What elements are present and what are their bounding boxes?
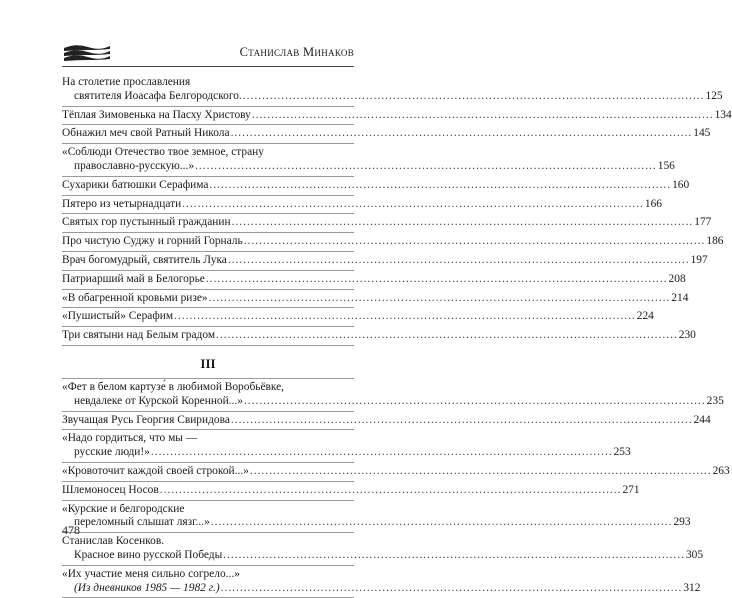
toc-entry-last-line (62, 464, 730, 479)
toc-entry-title-line: Звучащая Русь Георгия Свиридова (62, 413, 230, 426)
toc-entry-last-line (62, 483, 640, 498)
toc-entry (62, 177, 690, 196)
toc-entry-title-line: Патриарший май в Белогорье (62, 272, 205, 285)
toc-entry-title-line: невдалеке от Курской Коренной...» (74, 394, 243, 407)
toc-entry-last-line (62, 413, 711, 428)
toc-entry (62, 214, 712, 233)
dot-leader: ........................................................................................................................ (208, 291, 671, 304)
toc-entry-page-number: 271 (622, 483, 640, 496)
page-number: 478 (62, 523, 80, 537)
toc-entry-title-line: святителя Иоасафа Белгородского. (74, 89, 242, 102)
toc-entry-title-line: «Пушистый» Серафим (62, 310, 174, 323)
toc-entry (62, 533, 704, 566)
toc-entry-last-line (62, 235, 724, 249)
toc-entry-last-line (62, 329, 696, 343)
dot-leader: ........................................................................................................................ (223, 548, 685, 561)
dot-leader: ........................................................................................................................ (249, 464, 712, 477)
toc-entry-title-line: Пятеро из четырнадцати (62, 197, 182, 210)
toc-entry (62, 125, 711, 144)
dot-leader: ........................................................................................................................ (231, 216, 694, 229)
toc-part-2 (62, 379, 730, 598)
toc-entry-page-number: 156 (657, 159, 675, 172)
toc-entry-title-line: Тёплая Зимовенька на Пасху Христову (62, 108, 251, 121)
toc-entry-title-line: «Соблюди Отечество твое земное, страну (62, 146, 264, 159)
toc-entry-last-line (62, 446, 631, 460)
toc-entry (62, 74, 723, 107)
toc-entry-page-number: 197 (690, 253, 708, 266)
dot-leader: ........................................................................................................................ (209, 178, 672, 191)
dot-leader: ........................................................................................................................ (220, 581, 683, 594)
toc-entry-page-number: 312 (683, 581, 701, 594)
toc-entry-title-line: русские люди!» (74, 446, 150, 459)
dot-leader: ........................................................................................................................ (243, 235, 706, 248)
dot-leader: ........................................................................................................................ (243, 394, 706, 407)
toc-entry-last-line (62, 197, 662, 212)
toc-entry-page-number: 208 (668, 272, 686, 285)
dot-leader: ........................................................................................................................ (242, 89, 705, 102)
toc-entry (62, 107, 732, 126)
toc-part-1 (62, 74, 732, 346)
toc-entry (62, 290, 689, 309)
dot-leader: ........................................................................................................................ (210, 516, 673, 529)
toc-entry-last-line (62, 89, 723, 104)
toc-entry-title-line: Врач богомудрый, святитель Лука (62, 253, 227, 266)
dot-leader: ........................................................................................................................ (195, 159, 657, 172)
page-header (62, 40, 354, 67)
toc-entry (62, 271, 686, 290)
toc-entry (62, 233, 724, 252)
toc-entry-page-number: 263 (712, 464, 730, 477)
table-of-contents (62, 74, 732, 598)
toc-entry-title-line: Про чистую Суджу и горний Горналь (62, 235, 243, 248)
toc-entry (62, 252, 708, 271)
toc-entry-last-line (62, 216, 712, 230)
toc-entry-title-line: Обнажил меч свой Ратный Никола (62, 127, 230, 140)
toc-entry (62, 566, 701, 598)
toc-entry-page-number: 177 (694, 216, 712, 229)
toc-entry-title-line: «Кровоточит каждой своей строкой...» (62, 464, 249, 477)
toc-entry (62, 327, 696, 346)
toc-entry-page-number: 160 (672, 178, 690, 191)
toc-entry-page-number: 214 (671, 291, 689, 304)
dot-leader: ........................................................................................................................ (230, 127, 693, 140)
dot-leader: ........................................................................................................................ (159, 483, 622, 496)
toc-entry-page-number: 244 (693, 413, 711, 426)
toc-entry-page-number: 224 (636, 310, 654, 323)
toc-entry-title-line: «Надо гордиться, что мы — (62, 432, 198, 445)
toc-entry-page-number: 230 (678, 329, 696, 342)
toc-entry-last-line (62, 516, 691, 530)
toc-entry-last-line (62, 108, 732, 123)
toc-entry-page-number: 235 (706, 394, 724, 407)
toc-entry-page-number: 253 (613, 446, 631, 459)
toc-entry-title-line: «В обагренной кровьми ризе» (62, 291, 208, 304)
dot-leader: ........................................................................................................................ (251, 108, 714, 121)
toc-entry-title-line: Шлемоносец Носов (62, 483, 159, 496)
toc-entry-page-number: 293 (673, 516, 691, 529)
toc-entry (62, 144, 675, 177)
toc-entry-title-line: Святых гор пустынный гражданин (62, 216, 231, 229)
toc-entry (62, 501, 691, 534)
toc-entry-page-number: 125 (705, 89, 723, 102)
toc-entry-last-line (62, 127, 711, 141)
toc-entry-title-line: На столетие прославления (62, 76, 191, 88)
toc-entry-last-line (62, 394, 724, 409)
dot-leader: ........................................................................................................................ (182, 197, 644, 210)
toc-entry-last-line (62, 291, 689, 306)
toc-entry-title-line: православно-русскую...» (74, 159, 195, 172)
toc-entry-title-line: Красное вино русской Победы (74, 548, 223, 561)
toc-entry-page-number: 166 (644, 197, 662, 210)
toc-entry-last-line (62, 272, 686, 287)
toc-entry-title-line: Станислав Косенков. (62, 535, 165, 548)
toc-entry (62, 430, 631, 463)
toc-entry (62, 463, 730, 482)
dot-leader: ........................................................................................................................ (150, 446, 613, 459)
toc-entry-last-line (62, 159, 675, 174)
striped-ribbon-icon (62, 42, 112, 64)
toc-entry-title-line: «Фет в белом картузе́ в любимой Воробьёвке, (62, 380, 285, 393)
dot-leader: ........................................................................................................................ (216, 329, 678, 342)
toc-entry-page-number: 305 (685, 548, 704, 561)
running-head-author: Станислав Минаков (239, 45, 354, 59)
dot-leader: ........................................................................................................................ (205, 272, 668, 285)
toc-entry-title-line: Сухарики батюшки Серафима (62, 178, 209, 191)
toc-entry-last-line (62, 178, 690, 193)
toc-entry-last-line (62, 581, 701, 596)
toc-entry-title-line: «Курские и белгородские (62, 502, 185, 515)
toc-entry-title-line: переломный слышат лязг...» (74, 516, 210, 529)
toc-entry-page-number: 134 (714, 108, 732, 121)
dot-leader: ........................................................................................................................ (227, 253, 690, 266)
toc-entry-page-number: 145 (693, 127, 711, 140)
toc-entry (62, 412, 711, 431)
dot-leader: ........................................................................................................................ (174, 310, 636, 323)
toc-entry-last-line (62, 253, 708, 268)
toc-entry-page-number: 186 (706, 235, 724, 248)
toc-entry-title-line: Три святыни над Белым градом (62, 329, 216, 342)
toc-entry (62, 482, 640, 501)
toc-entry-last-line (62, 548, 704, 563)
dot-leader: ........................................................................................................................ (230, 413, 693, 426)
toc-entry (62, 196, 662, 215)
toc-entry-last-line (62, 310, 654, 324)
toc-entry (62, 308, 654, 327)
toc-entry-title-line: (Из дневников 1985 — 1982 г.) (74, 581, 220, 594)
section-heading: III (62, 346, 354, 379)
toc-entry (62, 379, 724, 412)
toc-entry-title-line: «Их участие меня сильно согрело...» (62, 567, 240, 580)
